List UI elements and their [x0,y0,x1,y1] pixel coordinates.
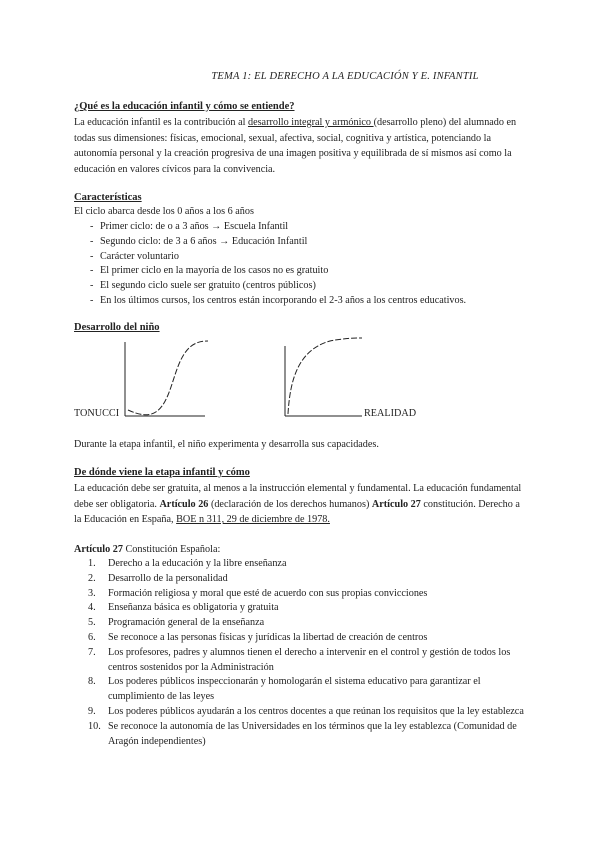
list-item [74,616,524,631]
origin-text-2: (declaración de los derechos humanos) [208,498,372,510]
article-27-heading [74,542,522,558]
article-26-ref: Artículo 26 [159,498,209,510]
list-item-number: 8. [88,676,96,688]
article-27-ref: Artículo 27 [371,498,421,510]
list-item [74,601,524,616]
definition-underlined-term: desarrollo integral y armónico [247,117,374,128]
list-item: - El primer ciclo en la mayoría de los casos no es gratuito [74,264,466,279]
article-27-heading-bold: Artículo 27 [74,544,123,555]
origin-text-1: La educación debe ser gratuita, al menos a la instrucción elemental y fundamental. La educación fundamental debe ser obligatoria. [74,483,522,510]
list-item: - Carácter voluntario [74,250,466,265]
realidad-label: REALIDAD [364,408,417,419]
list-item: - Primer ciclo: de o a 3 años → Escuela Infantil [74,220,466,235]
list-item [74,557,524,572]
list-item-number: 9. [88,705,96,717]
characteristics-intro: El ciclo abarca desde los 0 años a los 6 años [74,206,254,217]
boe-reference: BOE n 311, 29 de diciembre de 1978. [176,514,330,525]
development-caption: Durante la etapa infantil, el niño experimenta y desarrolla sus capacidades. [74,439,379,450]
origin-text-3: constitución. Derecho a la Educación en España, [74,498,520,525]
list-item [74,646,524,676]
list-item-text: Programación general de la enseñanza [108,617,265,629]
article-27-list [74,557,524,749]
realidad-curve-diagram [285,338,362,416]
list-item [74,705,524,720]
list-item: - El segundo ciclo suele ser gratuito (centros públicos) [74,279,466,294]
list-item-number: 2. [88,572,96,584]
list-item-text: Enseñanza básica es obligatoria y gratuita [108,602,279,614]
list-item-text: Formación religiosa y moral que esté de acuerdo con sus propias convicciones [108,587,428,599]
list-item [74,587,524,602]
list-item: - Segundo ciclo: de 3 a 6 años → Educación Infantil [74,235,466,250]
list-item-text: Derecho a la educación y la libre enseñanza [108,558,287,569]
list-item [74,720,524,750]
section-heading-origin: De dónde viene la etapa infantil y cómo [74,467,250,478]
section-heading-characteristics: Características [74,192,142,203]
list-item-number: 4. [88,602,96,614]
tonucci-curve-diagram [125,341,208,416]
list-item-number: 10. [88,720,101,732]
tonucci-s-curve [128,341,208,415]
section-heading-what-is: ¿Qué es la educación infantil y cómo se entiende? [74,101,295,112]
list-item-number: 7. [88,646,96,658]
list-item [74,675,524,705]
list-item-number: 1. [88,558,96,569]
list-item-text: Se reconoce a las personas físicas y jurídicas la libertad de creación de centros [108,631,428,643]
realidad-curve [288,338,362,414]
tonucci-label: TONUCCI [74,408,120,419]
list-item [74,631,524,646]
list-item-text: Desarrollo de la personalidad [108,572,228,584]
document-title: TEMA 1: EL DERECHO A LA EDUCACIÓN Y E. INFANTIL [211,71,479,82]
list-item-text: Se reconoce la autonomía de las Universidades en los términos que la ley establezca (Comunidad de Aragón independientes) [108,720,517,747]
origin-paragraph [74,481,522,528]
list-item [74,572,524,587]
list-item-number: 3. [88,587,96,599]
list-item-number: 5. [88,617,96,629]
list-item: - En los últimos cursos, los centros están incorporando el 2-3 años a los centros educativos. [74,294,466,309]
section-heading-development: Desarrollo del niño [74,322,160,333]
list-item-text: Los poderes públicos inspeccionarán y homologarán el sistema educativo para garantizar el cumplimiento de las leyes [108,676,481,703]
list-item-number: 6. [88,631,96,643]
list-item-text: Los profesores, padres y alumnos tienen el derecho a intervenir en el control y gestión de todos los centros sostenidos por la Administración [108,646,511,673]
article-27-heading-rest: Constitución Española: [122,544,221,555]
list-item-text: Los poderes públicos ayudarán a los centros docentes a que reúnan los requisitos que la ley establezca [108,705,524,717]
definition-text-end: (desarrollo pleno) del alumnado en todas sus dimensiones: físicas, emocional, sexual, afectiva, social, cognitiva y artística, potenciando la autonomía personal y la creación progresiva de una imagen positiva y equilibrada de sí mismos así como la educación en valores cívicos para la convivencia. [74,117,517,175]
definition-text-start: La educación infantil es la contribución al [74,117,248,128]
